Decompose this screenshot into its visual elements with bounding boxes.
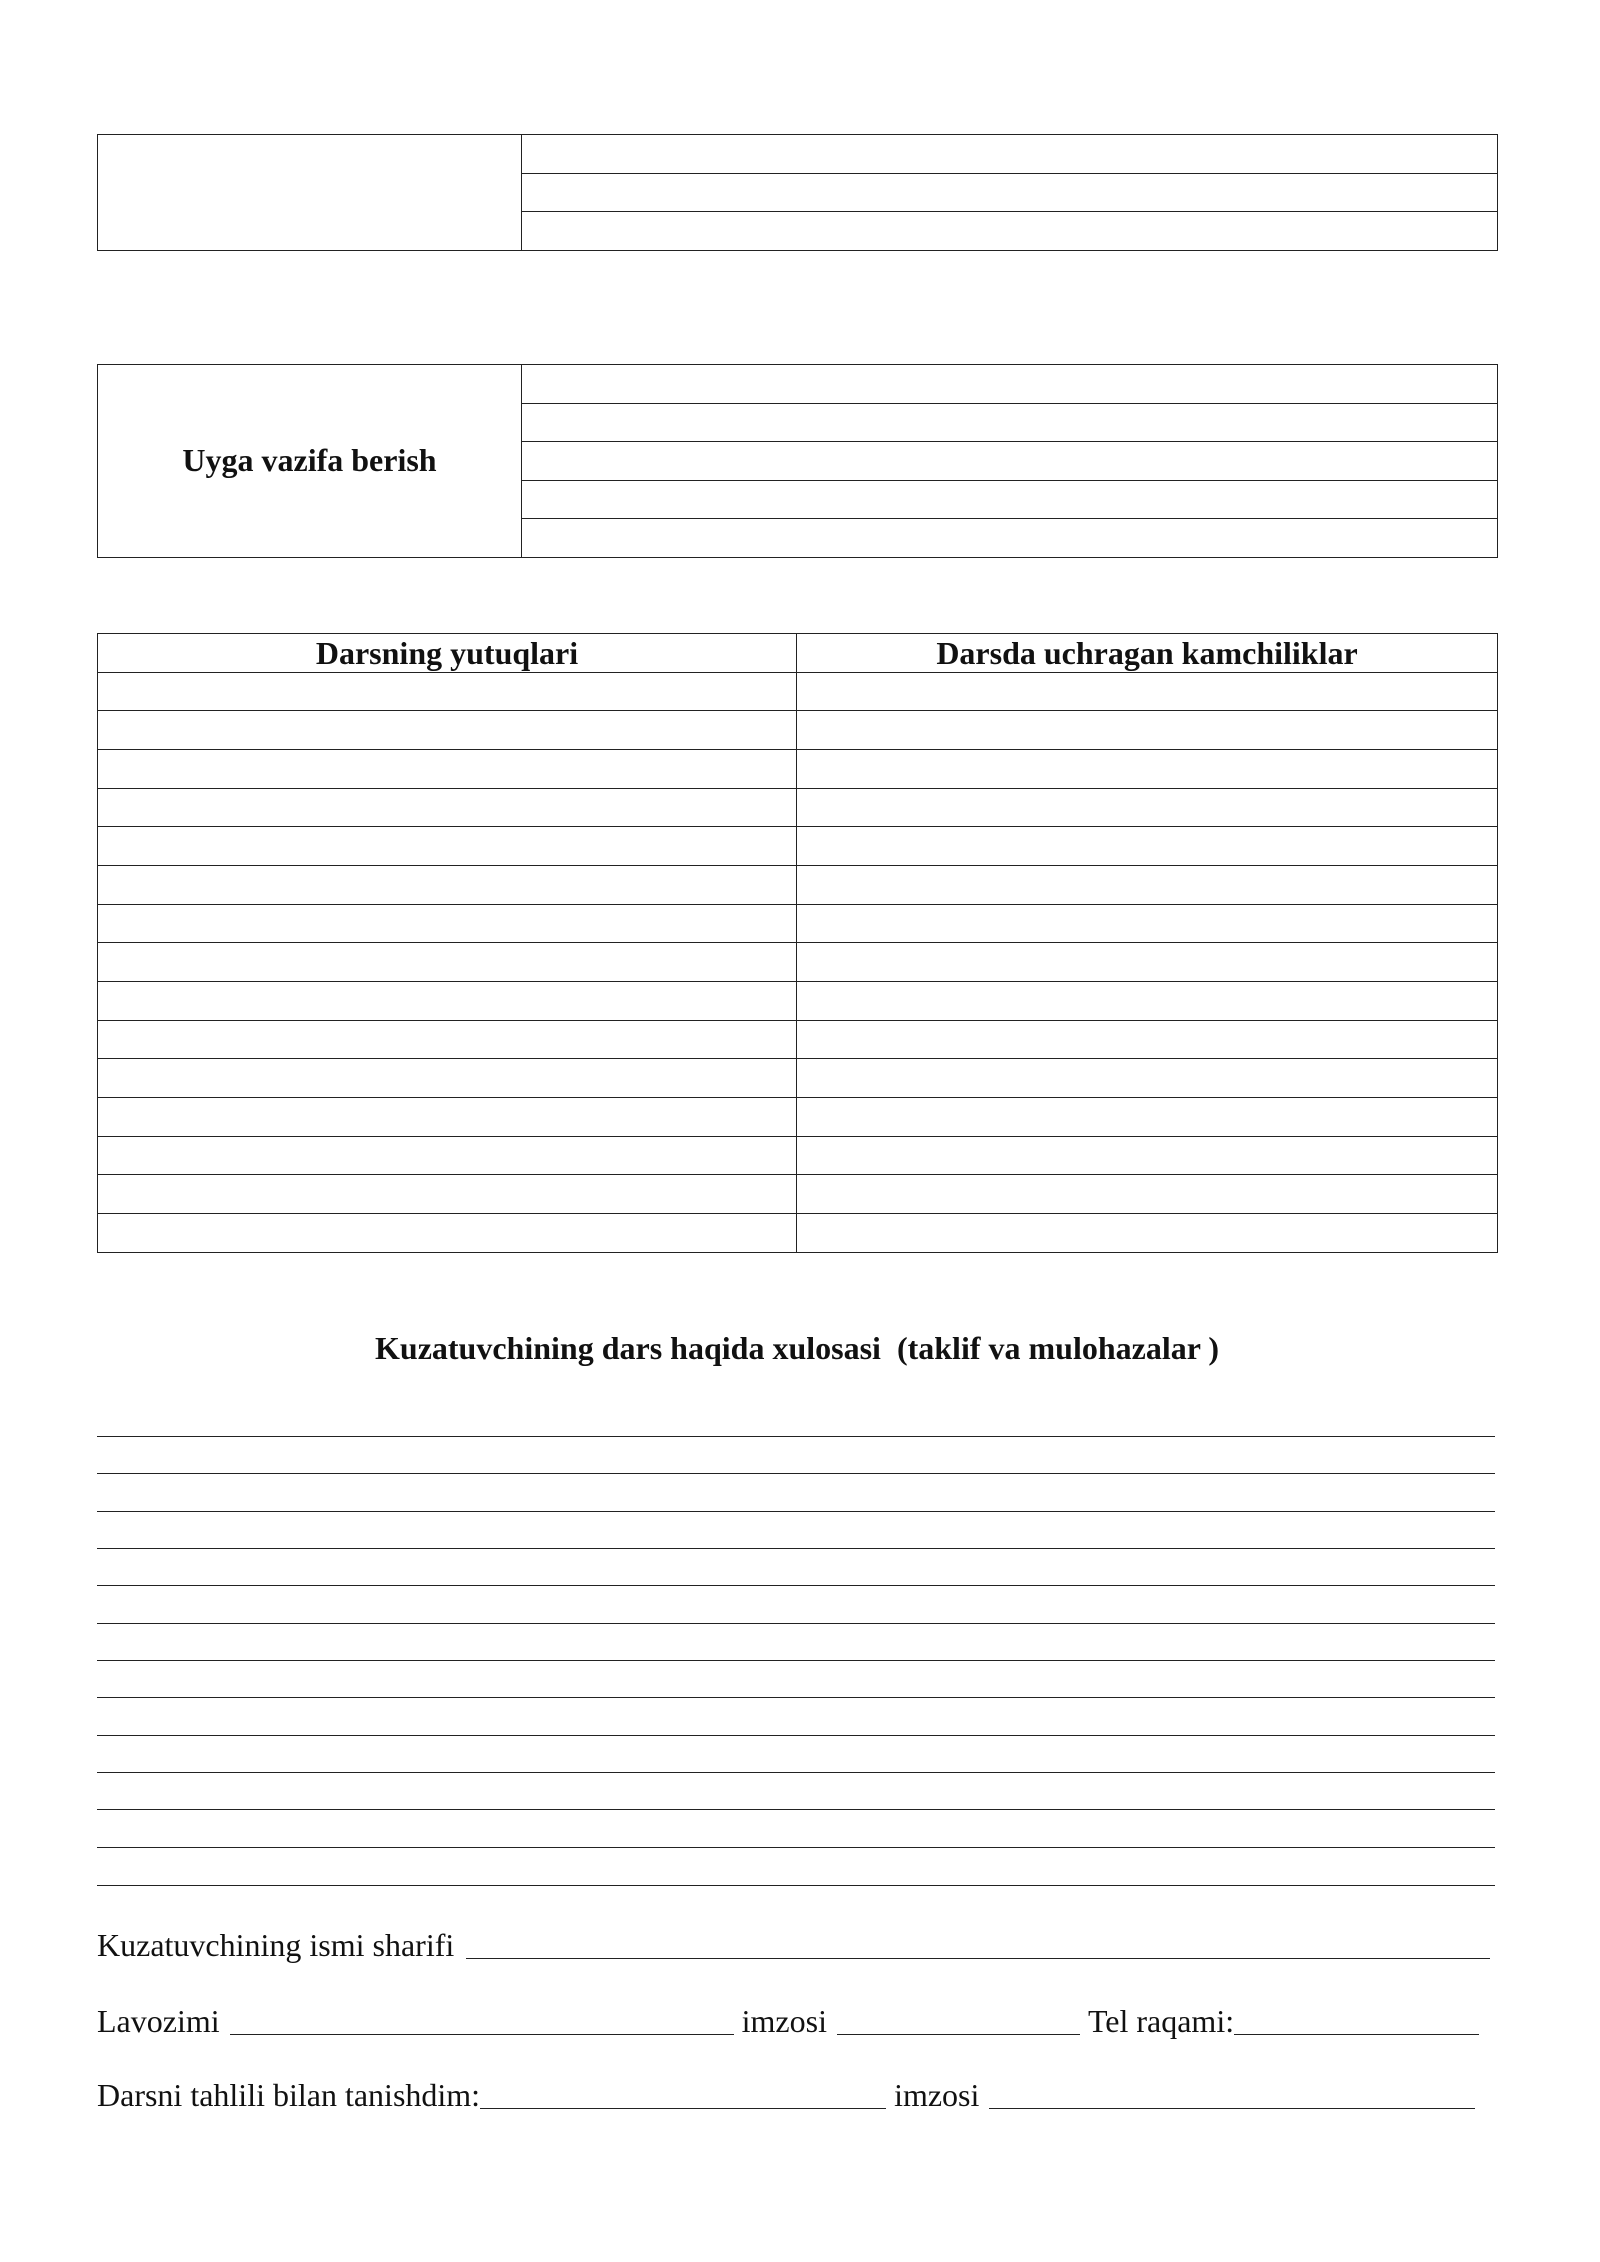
signature-label-2: imzosi [894, 2077, 980, 2113]
acknowledged-blank [480, 2084, 886, 2109]
signature-label: imzosi [741, 2003, 827, 2039]
table-row [98, 788, 1498, 827]
table-row [98, 827, 1498, 866]
table-row [98, 1214, 1498, 1253]
table-cell [797, 904, 1498, 943]
phone-blank [1234, 2010, 1479, 2035]
table-cell [522, 442, 1498, 481]
acknowledged-label: Darsni tahlili bilan tanishdim: [97, 2077, 481, 2113]
table-row [98, 672, 1498, 711]
table-cell [797, 711, 1498, 750]
table-cell [797, 1098, 1498, 1137]
table-cell [98, 866, 797, 905]
writing-line [97, 1885, 1495, 1886]
table-cell [522, 519, 1498, 558]
table-cell [797, 750, 1498, 789]
phone-label: Tel raqami: [1087, 2003, 1235, 2039]
table-cell [98, 904, 797, 943]
table-row [98, 750, 1498, 789]
writing-line [97, 1511, 1495, 1512]
table-cell [98, 1214, 797, 1253]
table-cell [797, 982, 1498, 1021]
table-cell [98, 1059, 797, 1098]
writing-line [97, 1809, 1495, 1810]
observer-name-blank [466, 1934, 1490, 1959]
writing-line [97, 1697, 1495, 1698]
writing-line [97, 1847, 1495, 1848]
table-cell [98, 1098, 797, 1137]
table-cell [98, 943, 797, 982]
writing-line [97, 1623, 1495, 1624]
table-cell [797, 672, 1498, 711]
table-cell [797, 1214, 1498, 1253]
table-row [98, 365, 1498, 404]
table-cell [522, 135, 1498, 174]
table-header-row [98, 634, 1498, 673]
writing-line [97, 1660, 1495, 1661]
writing-line [97, 1548, 1495, 1549]
observer-name-label: Kuzatuvchining ismi sharifi [97, 1927, 455, 1963]
table-row [98, 943, 1498, 982]
table-cell [98, 672, 797, 711]
homework-label: Uyga vazifa berish [98, 365, 522, 558]
signature-blank-2 [989, 2084, 1475, 2109]
table-cell [797, 1136, 1498, 1175]
table-cell [797, 788, 1498, 827]
table-cell [98, 1020, 797, 1059]
table-row [98, 711, 1498, 750]
signature-blank [837, 2010, 1080, 2035]
writing-line [97, 1735, 1495, 1736]
table-row [98, 1098, 1498, 1137]
table-cell [98, 1175, 797, 1214]
position-line [97, 2001, 1479, 2041]
table-cell [98, 788, 797, 827]
table-row [98, 904, 1498, 943]
shortcomings-header: Darsda uchragan kamchiliklar [797, 634, 1498, 673]
table-cell [98, 711, 797, 750]
table-cell [797, 1059, 1498, 1098]
table-cell [98, 1136, 797, 1175]
conclusion-heading: Kuzatuvchining dars haqida xulosasi (taklif va mulohazalar ) [375, 1330, 1219, 1366]
table-row [98, 1175, 1498, 1214]
acknowledged-line [97, 2075, 1475, 2115]
top-table [97, 134, 1498, 251]
achievements-header: Darsning yutuqlari [98, 634, 797, 673]
table-row [98, 1136, 1498, 1175]
writing-line [97, 1473, 1495, 1474]
table-cell [797, 827, 1498, 866]
table-cell [797, 1175, 1498, 1214]
table-cell [98, 982, 797, 1021]
position-label: Lavozimi [97, 2003, 220, 2039]
table-row [98, 135, 1498, 174]
table-row [98, 1020, 1498, 1059]
evaluation-table [97, 633, 1498, 1253]
table-cell [98, 750, 797, 789]
observer-name-line [97, 1925, 1490, 1965]
table-cell [522, 212, 1498, 251]
table-cell [797, 943, 1498, 982]
writing-line [97, 1585, 1495, 1586]
writing-line [97, 1436, 1495, 1437]
table-row [98, 982, 1498, 1021]
table-cell [797, 866, 1498, 905]
position-blank [230, 2010, 734, 2035]
homework-table [97, 364, 1498, 558]
table-row [98, 866, 1498, 905]
table-cell [522, 480, 1498, 519]
table-label-cell [98, 135, 522, 251]
table-row [98, 1059, 1498, 1098]
table-cell [522, 403, 1498, 442]
table-cell [797, 1020, 1498, 1059]
table-cell [98, 827, 797, 866]
table-cell [522, 365, 1498, 404]
table-cell [522, 173, 1498, 212]
writing-line [97, 1772, 1495, 1773]
